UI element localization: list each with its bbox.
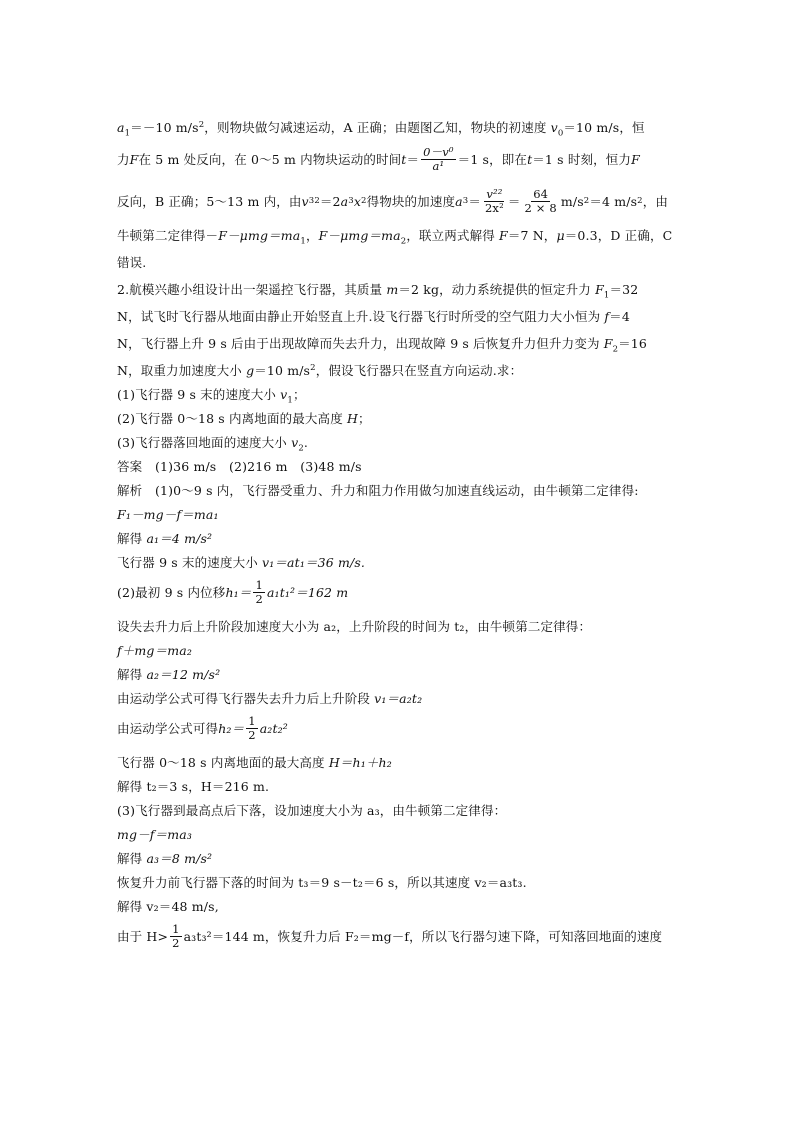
solution-line-1 <box>117 483 682 498</box>
text: ＝2 kg，动力系统提供的恒定升力 <box>398 282 596 297</box>
text: 得物块的加速度 <box>366 193 456 209</box>
symbol-t: t <box>527 151 533 167</box>
equation: a₁＝4 m/s² <box>146 531 213 546</box>
text: ，联立两式解得 <box>406 228 500 243</box>
symbol-g: g <box>246 363 255 378</box>
symbol-a: a <box>455 193 463 209</box>
question-2 <box>117 411 682 426</box>
text: ； <box>292 387 306 402</box>
text: (2)最初 9 s 内位移 <box>117 584 226 600</box>
superscript: 2 <box>310 362 316 373</box>
text: ，假设飞行器只在竖直方向运动.求： <box>315 363 523 378</box>
solution-line-4 <box>117 555 682 570</box>
equation: a₁t₁²＝162 m <box>266 584 349 600</box>
fraction <box>253 579 264 606</box>
text: (1)飞行器 9 s 末的速度大小 <box>117 387 281 402</box>
symbol-mu: μ <box>556 228 565 243</box>
document-page <box>117 120 682 954</box>
subscript: 1 <box>300 236 306 247</box>
symbol-v: v <box>301 193 309 209</box>
text: 在 5 m 处反向，在 0～5 m 内物块运动的时间 <box>138 151 402 167</box>
symbol-F: F <box>129 151 139 167</box>
denominator: 2x² <box>484 200 504 215</box>
text: ＝ <box>406 151 420 167</box>
text: ＝10 m/s，恒 <box>563 120 645 135</box>
subscript: 2 <box>400 236 407 247</box>
solution-label: 解析 <box>117 483 143 498</box>
text: ，由 <box>642 193 669 209</box>
subscript: 1 <box>287 395 293 406</box>
text: ＝16 <box>618 336 647 351</box>
numerator: 1 <box>172 921 180 936</box>
text: ＝7 N， <box>507 228 557 243</box>
text: (2)飞行器 0～18 s 内离地面的最大高度 <box>117 411 347 426</box>
symbol-F: F <box>603 336 613 351</box>
text: ＝0.3，D 正确，C <box>564 228 673 243</box>
prev-line-2 <box>117 141 682 177</box>
symbol-a: a <box>340 193 349 209</box>
text: ＝32 <box>609 282 639 297</box>
text: N，试飞时飞行器从地面由静止开始竖直上升.设飞行器飞行时所受的空气阻力大小恒为 <box>117 309 605 324</box>
text: ＝ <box>507 193 521 209</box>
text: 牛顿第二定律得－ <box>117 228 219 243</box>
text: N，取重力加速度大小 <box>117 363 247 378</box>
equation: a₃t₃²＝144 m，恢复升力后 F₂＝mg－f，所以飞行器匀速下降，可知落回地面的速度 <box>183 928 663 944</box>
denominator: 2 × 8 <box>524 200 557 215</box>
equation: v₁＝a₂t₂ <box>374 691 423 706</box>
denominator: 2 <box>255 591 263 606</box>
numerator: 1 <box>248 713 256 728</box>
answer-label: 答案 <box>117 459 143 474</box>
symbol-H: H <box>346 411 359 426</box>
text: ＝1 s 时刻，恒力 <box>532 151 632 167</box>
text: 解得 <box>117 667 147 682</box>
equation: a₃＝8 m/s² <box>146 851 213 866</box>
symbol-v: v <box>280 387 288 402</box>
subscript: 2 <box>298 443 304 454</box>
answer-text: (1)36 m/s (2)216 m (3)48 m/s <box>142 459 362 474</box>
solution-line-17: 解得 v₂＝48 m/s, <box>117 899 219 914</box>
prev-line-5: 错误. <box>117 255 147 270</box>
text: ＝ <box>468 193 481 209</box>
symbol-f: f <box>604 309 610 324</box>
solution-line-15 <box>117 851 682 866</box>
equation: t₃＝9 s－t₂＝6 s，所以其速度 v₂＝a₃t₃. <box>298 875 527 890</box>
equation: a₂＝12 m/s² <box>146 667 221 682</box>
problem-line-2 <box>117 309 682 324</box>
text: 飞行器 0～18 s 内离地面的最大高度 <box>117 755 329 770</box>
subscript: 2 <box>612 344 619 355</box>
text: ，则物块做匀减速运动，A 正确；由题图乙知，物块的初速度 <box>204 120 551 135</box>
solution-line-3 <box>117 531 682 546</box>
solution-line-11 <box>117 755 682 770</box>
text: ＝－10 m/s <box>130 120 199 135</box>
subscript: 0 <box>557 128 564 139</box>
symbol-v: v <box>291 435 299 450</box>
equation: h₂＝ <box>218 720 245 736</box>
question-3 <box>117 435 682 454</box>
solution-line-14: mg－f＝ma₃ <box>117 827 192 842</box>
text: 力 <box>117 151 130 167</box>
solution-line-13: (3)飞行器到最高点后下落，设加速度大小为 a₃，由牛顿第二定律得： <box>117 803 507 818</box>
text: 由运动学公式可得 <box>117 720 219 736</box>
text: ＝10 m/s <box>254 363 311 378</box>
denominator: a¹ <box>432 158 445 173</box>
text: 由于 H> <box>117 928 169 944</box>
symbol-F: F <box>499 228 508 243</box>
solution-line-7: f＋mg＝ma₂ <box>117 643 192 658</box>
text: 2.航模兴趣小组设计出一架遥控飞行器，其质量 <box>117 282 387 297</box>
solution-line-5 <box>117 574 682 610</box>
problem-line-3 <box>117 336 682 355</box>
text: N，飞行器上升 9 s 后由于出现故障而失去升力，出现故障 9 s 后恢复升力但升力变为 <box>117 336 604 351</box>
symbol-t: t <box>401 151 407 167</box>
equation: h₁＝ <box>225 584 252 600</box>
prev-line-4 <box>117 228 682 247</box>
fraction <box>483 188 506 215</box>
symbol-F: F <box>595 282 604 297</box>
equation: F－μmg＝ma <box>318 228 401 243</box>
problem-line-1 <box>117 282 682 301</box>
prev-line-3: 反向，B 正确；5～13 m 内，由 v 3 2 ＝2 a 3 x 2 得物块的加速度 a 3 ＝ $\frac{\text{v²²}}{\text{2x²}}$ ＝ $\frac{64}{2 \times 8}$ m/s 2 ＝4 m/s 2 ，由 <box>117 186 669 215</box>
subscript: 1 <box>603 290 610 301</box>
denominator: 2 <box>248 727 256 742</box>
text: 解得 <box>117 531 147 546</box>
text: 飞行器 9 s 末的速度大小 <box>117 555 263 570</box>
text: ＝1 s，即在 <box>457 151 528 167</box>
numerator: 0－v⁰ <box>423 144 454 159</box>
equation: v₁＝at₁＝36 m/s. <box>262 555 366 570</box>
equation: t₂＝3 s，H＝216 m. <box>146 779 270 794</box>
numerator: 1 <box>255 577 263 592</box>
solution-line-16 <box>117 875 682 890</box>
symbol-a: a <box>117 120 125 135</box>
equation: H＝h₁＋h₂ <box>328 755 392 770</box>
superscript: 2 <box>198 119 205 130</box>
equation: a₂t₂² <box>259 720 288 736</box>
symbol-F: F <box>631 151 640 167</box>
text: ， <box>305 228 319 243</box>
solution-line-10 <box>117 710 682 746</box>
symbol-v: v <box>550 120 558 135</box>
denominator: 2 <box>172 935 180 950</box>
solution-line-8 <box>117 667 682 682</box>
question-1 <box>117 387 682 406</box>
text: ＝2 <box>319 193 341 209</box>
numerator: v²² <box>486 186 503 201</box>
numerator: 64 <box>533 186 549 201</box>
text: . <box>303 435 308 450</box>
text: ； <box>358 411 371 426</box>
symbol-m: m <box>386 282 399 297</box>
fraction <box>246 715 257 742</box>
solution-line-9 <box>117 691 682 706</box>
solution-line-18 <box>117 918 682 954</box>
equation: F－μmg＝ma <box>218 228 301 243</box>
fraction <box>421 146 456 173</box>
answer-line <box>117 459 682 474</box>
solution-line-2: F₁－mg－f＝ma₁ <box>117 507 219 522</box>
text: (3)飞行器落回地面的速度大小 <box>117 435 292 450</box>
text: m/s <box>560 193 584 209</box>
prev-line-1 <box>117 119 682 139</box>
solution-line-12 <box>117 779 682 794</box>
text: (1)0～9 s 内，飞行器受重力、升力和阻力作用做匀加速直线运动，由牛顿第二定律得: <box>142 483 639 498</box>
text: 反向，B 正确；5～13 m 内，由 <box>117 193 302 209</box>
solution-line-6: 设失去升力后上升阶段加速度大小为 a₂，上升阶段的时间为 t₂，由牛顿第二定律得： <box>117 619 592 634</box>
text: ＝4 <box>609 309 630 324</box>
subscript: 1 <box>124 128 131 139</box>
text: 解得 <box>117 779 147 794</box>
problem-line-4 <box>117 363 682 378</box>
text: 恢复升力前飞行器下落的时间为 <box>117 875 299 890</box>
fraction <box>170 923 181 950</box>
text: 解得 <box>117 851 147 866</box>
fraction <box>523 188 559 215</box>
text: ＝4 m/s <box>589 193 638 209</box>
symbol-x: x <box>353 193 362 209</box>
text: 由运动学公式可得飞行器失去升力后上升阶段 <box>117 691 375 706</box>
